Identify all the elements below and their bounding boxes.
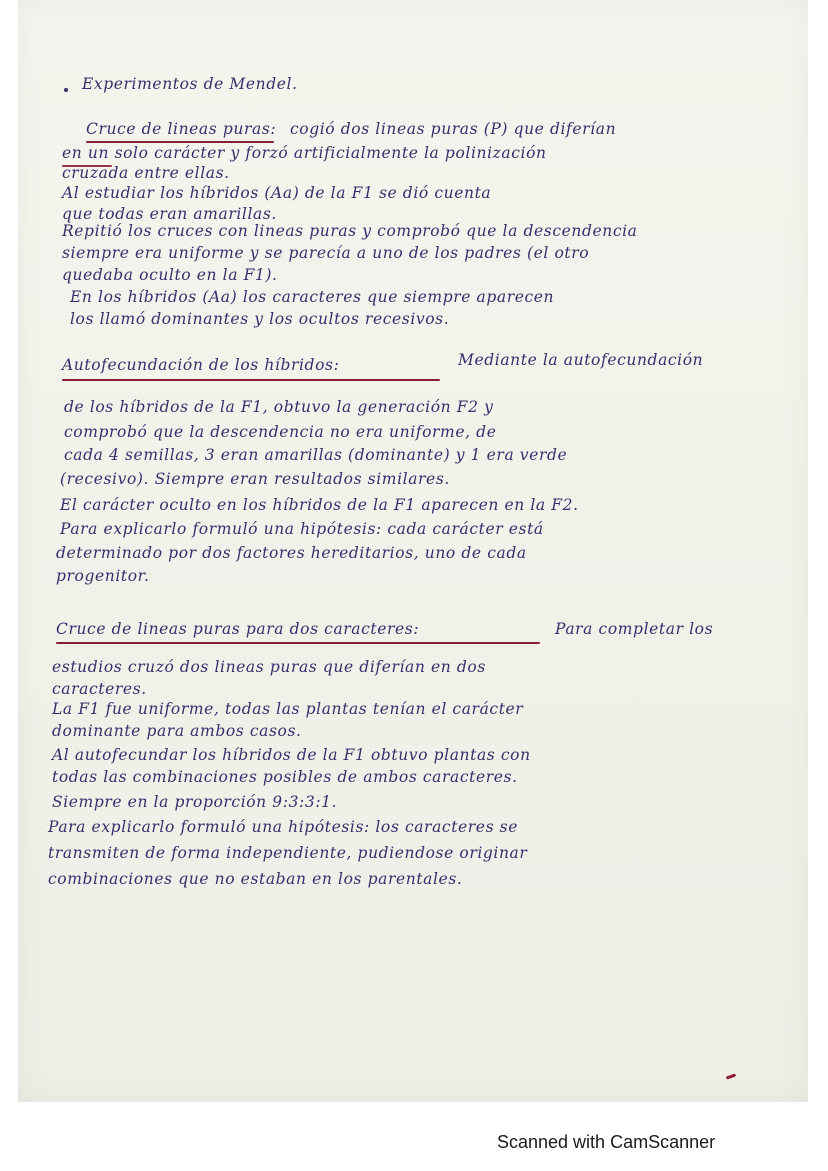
text-line: quedaba oculto en la F1). [62,266,278,284]
scanner-watermark: Scanned with CamScanner [497,1132,716,1152]
text-line: todas las combinaciones posibles de ambos caracteres. [52,768,518,786]
text-line: En los híbridos (Aa) los caracteres que siempre aparecen [70,288,555,306]
text-line: que todas eran amarillas. [62,205,277,223]
section-heading-1: Cruce de lineas puras: [86,120,277,138]
text-line: La F1 fue uniforme, todas las plantas tenían el carácter [52,700,524,718]
text-line: cada 4 semillas, 3 eran amarillas (dominante) y 1 era verde [64,446,568,464]
text-line: Para completar los [555,620,714,638]
text-line: cruzada entre ellas. [62,164,230,182]
text-line: determinado por dos factores hereditarios, uno de cada [56,544,527,562]
text-line: estudios cruzó dos lineas puras que diferían en dos [52,658,486,676]
page-title: Experimentos de Mendel. [82,75,298,93]
text-line: caracteres. [52,680,147,698]
text-line: Siempre en la proporción 9:3:3:1. [52,793,338,811]
bullet-dot [64,88,68,92]
text-line: progenitor. [56,567,150,585]
text-line: Repitió los cruces con lineas puras y comprobó que la descendencia [62,222,638,240]
heading-underline-3 [56,642,540,644]
text-line: Al autofecundar los híbridos de la F1 obtuvo plantas con [52,746,531,764]
text-line: transmiten de forma independiente, pudiendose originar [48,844,528,862]
text-line: en un solo carácter y forzó artificialmente la polinización [62,144,547,162]
text-line: Para explicarlo formuló una hipótesis: cada carácter está [60,520,544,538]
text-line: cogió dos lineas puras (P) que diferían [290,120,617,138]
text-line: Al estudiar los híbridos (Aa) de la F1 se dió cuenta [62,184,492,202]
section-heading-2: Autofecundación de los híbridos: [62,356,340,374]
text-line: (recesivo). Siempre eran resultados similares. [60,470,450,488]
text-line: de los híbridos de la F1, obtuvo la generación F2 y [64,398,494,416]
text-line: siempre era uniforme y se parecía a uno de los padres (el otro [62,244,590,262]
text-line: dominante para ambos casos. [52,722,302,740]
text-line: comprobó que la descendencia no era uniforme, de [64,423,497,441]
heading-underline-1 [86,141,274,143]
section-heading-3: Cruce de lineas puras para dos caracteres: [56,620,420,638]
text-line: combinaciones que no estaban en los parentales. [48,870,463,888]
text-line: los llamó dominantes y los ocultos recesivos. [70,310,450,328]
text-line: Mediante la autofecundación [458,351,704,369]
text-line: El carácter oculto en los híbridos de la F1 aparecen en la F2. [60,496,579,514]
heading-underline-2 [62,379,440,381]
text-line: Para explicarlo formuló una hipótesis: los caracteres se [48,818,518,836]
